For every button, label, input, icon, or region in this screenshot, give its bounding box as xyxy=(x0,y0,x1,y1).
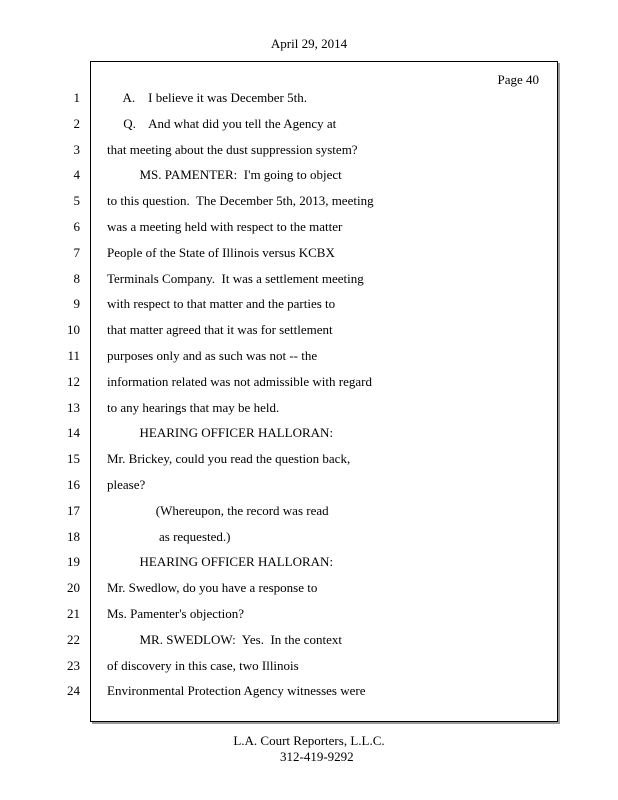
line-text: HEARING OFFICER HALLORAN: xyxy=(107,554,334,570)
transcript-line xyxy=(0,658,618,684)
line-number: 24 xyxy=(67,683,80,699)
line-text: MR. SWEDLOW: Yes. In the context xyxy=(107,631,342,647)
transcript-line xyxy=(0,296,618,322)
line-text: of discovery in this case, two Illinois xyxy=(107,657,299,673)
line-number: 19 xyxy=(67,554,80,570)
page-number: Page 40 xyxy=(497,72,539,87)
line-number: 1 xyxy=(73,90,80,105)
line-text: Mr. Brickey, could you read the question back, xyxy=(107,451,351,467)
line-number: 14 xyxy=(67,425,80,441)
transcript-line xyxy=(0,580,618,606)
transcript-line xyxy=(0,425,618,451)
line-text: with respect to that matter and the parties to xyxy=(107,296,336,312)
line-text: (Whereupon, the record was read xyxy=(107,502,329,518)
line-number: 10 xyxy=(67,322,80,338)
transcript-line xyxy=(0,348,618,374)
line-number: 15 xyxy=(67,451,80,467)
line-number: 13 xyxy=(67,399,80,415)
line-text: that meeting about the dust suppression system? xyxy=(107,141,358,157)
line-number: 5 xyxy=(73,193,80,209)
transcript-line xyxy=(0,606,618,632)
transcript-line xyxy=(0,167,618,193)
line-text: Environmental Protection Agency witnesses were xyxy=(107,683,366,699)
line-text: to this question. The December 5th, 2013, meeting xyxy=(107,193,374,209)
line-text: Q. And what did you tell the Agency at xyxy=(107,115,337,131)
line-text: Ms. Pamenter's objection? xyxy=(107,606,245,621)
line-text: MS. PAMENTER: I'm going to object xyxy=(107,167,342,183)
line-number: 12 xyxy=(67,373,80,389)
line-number: 21 xyxy=(67,606,80,621)
transcript-line xyxy=(0,683,618,709)
line-text: People of the State of Illinois versus KCBX xyxy=(107,244,335,260)
line-text: Mr. Swedlow, do you have a response to xyxy=(107,580,318,596)
line-number: 20 xyxy=(67,580,80,596)
transcript-line xyxy=(0,529,618,555)
transcript-line xyxy=(0,477,618,503)
transcript-line xyxy=(0,374,618,400)
line-number: 7 xyxy=(73,244,80,260)
line-number: 3 xyxy=(73,141,80,157)
line-number: 17 xyxy=(67,502,80,518)
line-text: A. I believe it was December 5th. xyxy=(107,90,307,105)
transcript-date: April 29, 2014 xyxy=(270,36,348,51)
line-number: 18 xyxy=(67,528,80,544)
line-text: information related was not admissible with regard xyxy=(107,373,372,389)
line-text: as requested.) xyxy=(107,528,231,544)
line-text: to any hearings that may be held. xyxy=(107,399,280,415)
footer-phone: 312-419-9292 xyxy=(280,749,354,764)
transcript-line xyxy=(0,219,618,245)
line-number: 16 xyxy=(67,477,80,492)
line-number: 23 xyxy=(67,657,80,673)
footer-company: L.A. Court Reporters, L.L.C. xyxy=(233,733,385,748)
line-number: 2 xyxy=(73,115,80,131)
line-text: purposes only and as such was not -- the xyxy=(107,348,318,363)
line-text: HEARING OFFICER HALLORAN: xyxy=(107,425,334,441)
transcript-line xyxy=(0,451,618,477)
transcript-line xyxy=(0,554,618,580)
transcript-line xyxy=(0,245,618,271)
line-number: 8 xyxy=(73,270,80,286)
transcript-line xyxy=(0,400,618,426)
transcript-line xyxy=(0,90,618,116)
line-text: please? xyxy=(107,477,146,492)
transcript-line xyxy=(0,142,618,168)
transcript-line xyxy=(0,271,618,297)
line-text: Terminals Company. It was a settlement meeting xyxy=(107,270,364,286)
transcript-line xyxy=(0,503,618,529)
transcript-line xyxy=(0,632,618,658)
transcript-line xyxy=(0,322,618,348)
line-number: 6 xyxy=(73,219,80,234)
line-number: 11 xyxy=(67,348,80,363)
line-number: 4 xyxy=(73,167,80,183)
line-text: that matter agreed that it was for settlement xyxy=(107,322,333,338)
line-number: 9 xyxy=(73,296,80,312)
line-number: 22 xyxy=(67,631,80,647)
transcript-line xyxy=(0,116,618,142)
transcript-line xyxy=(0,193,618,219)
line-text: was a meeting held with respect to the matter xyxy=(107,219,343,234)
